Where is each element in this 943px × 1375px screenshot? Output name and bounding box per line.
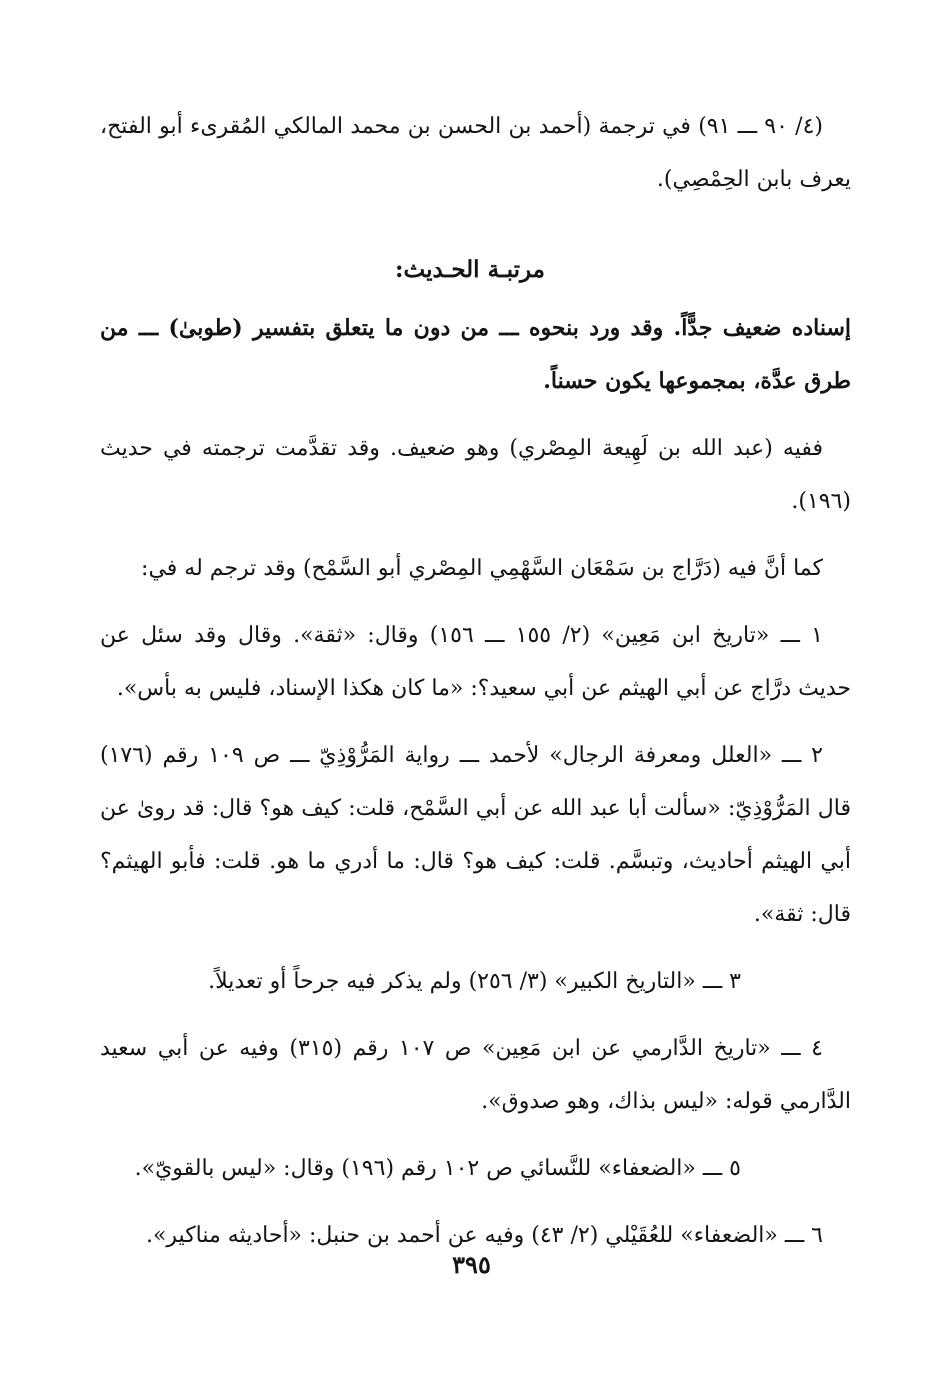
translation-reference-paragraph: (٤/ ٩٠ ـــ ٩١) في ترجمة (أحمد بن الحسن بن محمد المالكي المُقرىء أبو الفتح، يعرف بابن الحِمْصِي).	[100, 114, 851, 192]
section-heading: مرتبـة الحـديث:	[395, 256, 545, 283]
source-item-6: ٦ ـــ «الضعفاء» للعُقَيْلي (٢/ ٤٣) وفيه عن أحمد بن حنبل: «أحاديثه مناكير».	[145, 1223, 823, 1248]
source-item-2: ٢ ـــ «العلل ومعرفة الرجال» لأحمد ـــ رواية المَرُّوْذِيّ ـــ ص ١٠٩ رقم (١٧٦) قال المَرُّوْذِيّ: «سألت أبا عبد الله عن أبي السَّمْح، قلت: كيف هو؟ قال: قد روىٰ عن أبي الهيثم أحاديث، وتبسَّم. قلت: كيف هو؟ قال: ما أدري ما هو. قلت: فأبو الهيثم؟ قال: ثقة».	[100, 743, 851, 927]
source-item-3: ٣ ـــ «التاريخ الكبير» (٣/ ٢٥٦) ولم يذكر فيه جرحاً أو تعديلاً.	[208, 969, 741, 994]
source-item-1: ١ ـــ «تاريخ ابن مَعِين» (٢/ ١٥٥ ـــ ١٥٦) وقال: «ثقة». وقال وقد سئل عن حديث درَّاج عن أبي الهيثم عن أبي سعيد؟: «ما كان هكذا الإسناد، فليس به بأس».	[100, 623, 851, 701]
page-number: ٣٩٥	[452, 1250, 491, 1279]
narrator-weakness-paragraph: ففيه (عبد الله بن لَهِيعة المِصْري) وهو ضعيف. وقد تقدَّمت ترجمته في حديث (١٩٦).	[100, 436, 851, 514]
isnad-grading-paragraph: إسناده ضعيف جدًّاً. وقد ورد بنحوه ـــ من دون ما يتعلق بتفسير (طوبىٰ) ـــ من طرق عدَّة، بمجموعها يكون حسناً.	[100, 315, 851, 394]
source-item-4: ٤ ـــ «تاريخ الدَّارمي عن ابن مَعِين» ص ١٠٧ رقم (٣١٥) وفيه عن أبي سعيد الدَّارمي قوله: «ليس بذاك، وهو صدوق».	[100, 1036, 851, 1114]
source-item-5: ٥ ـــ «الضعفاء» للنَّسائي ص ١٠٢ رقم (١٩٦) وقال: «ليس بالقويّ».	[134, 1156, 741, 1181]
narrator-intro-paragraph: كما أنَّ فيه (دَرَّاج بن سَمْعَان السَّهْمِي المِصْري أبو السَّمْح) وقد ترجم له في:	[141, 556, 823, 581]
